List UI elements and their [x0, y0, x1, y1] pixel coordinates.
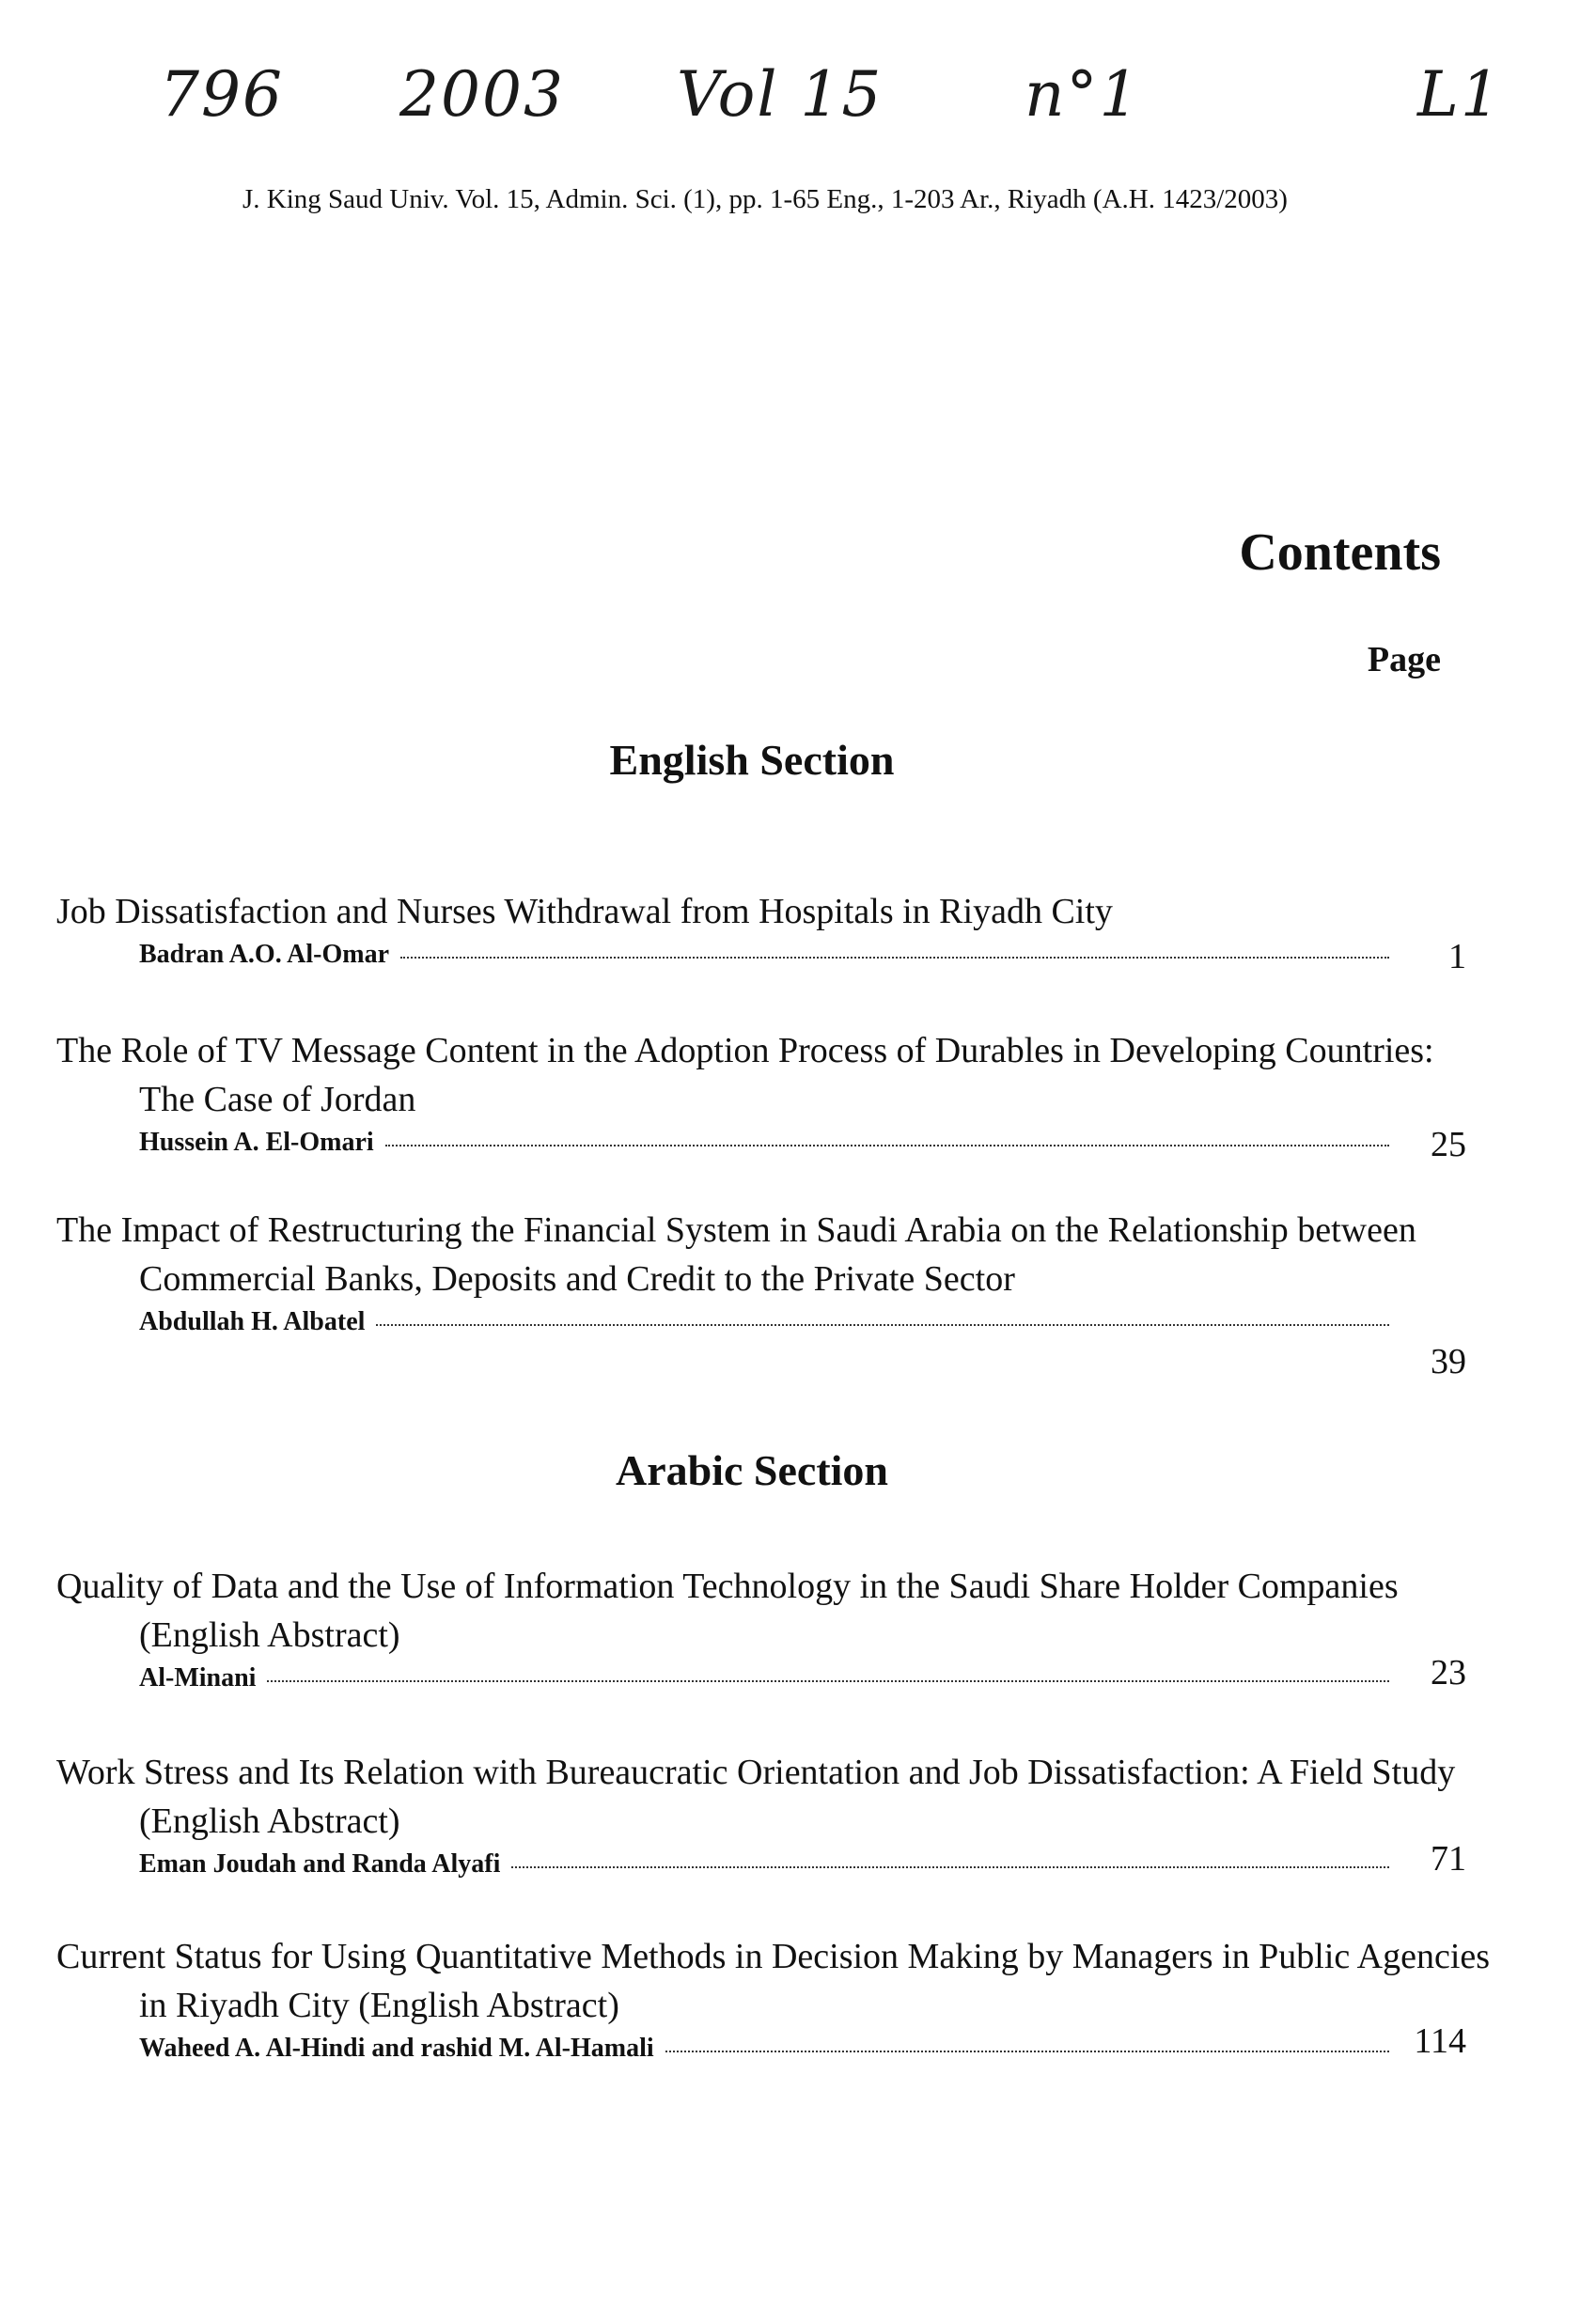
entry-author-row — [56, 1663, 1399, 1693]
entry-page-number: 71 — [1431, 1839, 1466, 1879]
entry-author: Hussein A. El-Omari — [139, 1128, 374, 1157]
dot-leader — [511, 1865, 1389, 1868]
entry-title[interactable]: Current Status for Using Quantitative Methods in Decision Making by Managers in Public Agencies in Riyadh City (English Abstract) — [56, 1937, 1491, 2025]
english-section-heading: English Section — [609, 736, 895, 784]
entry-author-row — [56, 1307, 1399, 1337]
toc-entry[interactable] — [56, 1206, 1466, 1381]
entry-title[interactable]: The Impact of Restructuring the Financial System in Saudi Arabia on the Relationship between Commercial Banks, Deposits and Credit to the Private Sector — [56, 1210, 1416, 1299]
dot-leader — [665, 2050, 1389, 2052]
entry-author-row — [56, 940, 1399, 970]
entry-author-row — [56, 1128, 1399, 1158]
toc-entry[interactable] — [56, 1932, 1491, 2064]
entry-page-number: 25 — [1431, 1125, 1466, 1164]
entry-page-number: 1 — [1448, 937, 1466, 976]
entry-title[interactable]: Work Stress and Its Relation with Bureaucratic Orientation and Job Dissatisfaction: A Field Study (English Abstract) — [56, 1753, 1456, 1841]
handwritten-mark: L1 — [1417, 58, 1502, 131]
dot-leader — [400, 956, 1389, 959]
entry-page-number: 23 — [1431, 1653, 1466, 1692]
page-column-label: Page — [1367, 640, 1441, 679]
entry-author: Al-Minani — [139, 1663, 257, 1692]
entry-title[interactable]: Quality of Data and the Use of Information Technology in the Saudi Share Holder Companies (English Abstract) — [56, 1567, 1399, 1655]
journal-reference: J. King Saud Univ. Vol. 15, Admin. Sci. (1), pp. 1-65 Eng., 1-203 Ar., Riyadh (A.H. 1423/2003) — [242, 184, 1288, 214]
toc-entry[interactable] — [56, 887, 1466, 976]
handwritten-volume: Vol 15 — [677, 58, 884, 131]
entry-title[interactable]: The Role of TV Message Content in the Adoption Process of Durables in Developing Countries: The Case of Jordan — [56, 1031, 1434, 1119]
entry-page-number: 39 — [1431, 1342, 1466, 1381]
entry-author: Eman Joudah and Randa Alyafi — [139, 1849, 501, 1879]
handwritten-ref-number: 796 — [160, 58, 284, 131]
contents-title: Contents — [1239, 523, 1441, 582]
dot-leader — [267, 1679, 1389, 1682]
entry-title[interactable]: Job Dissatisfaction and Nurses Withdrawal from Hospitals in Riyadh City — [56, 892, 1113, 931]
entry-author: Badran A.O. Al-Omar — [139, 940, 390, 969]
arabic-section-heading: Arabic Section — [615, 1446, 888, 1494]
entry-author: Waheed A. Al-Hindi and rashid M. Al-Hamali — [139, 2034, 654, 2063]
toc-entry[interactable] — [56, 1026, 1466, 1164]
entry-page-number: 114 — [1414, 2021, 1466, 2061]
entry-author-row — [56, 1849, 1399, 1879]
entry-author: Abdullah H. Albatel — [139, 1307, 366, 1336]
handwritten-issue: n°1 — [1025, 58, 1141, 131]
toc-entry[interactable] — [56, 1748, 1466, 1879]
dot-leader — [376, 1323, 1389, 1326]
handwritten-year: 2003 — [399, 58, 565, 131]
dot-leader — [385, 1144, 1389, 1146]
entry-author-row — [56, 2034, 1399, 2064]
toc-entry[interactable] — [56, 1562, 1466, 1693]
